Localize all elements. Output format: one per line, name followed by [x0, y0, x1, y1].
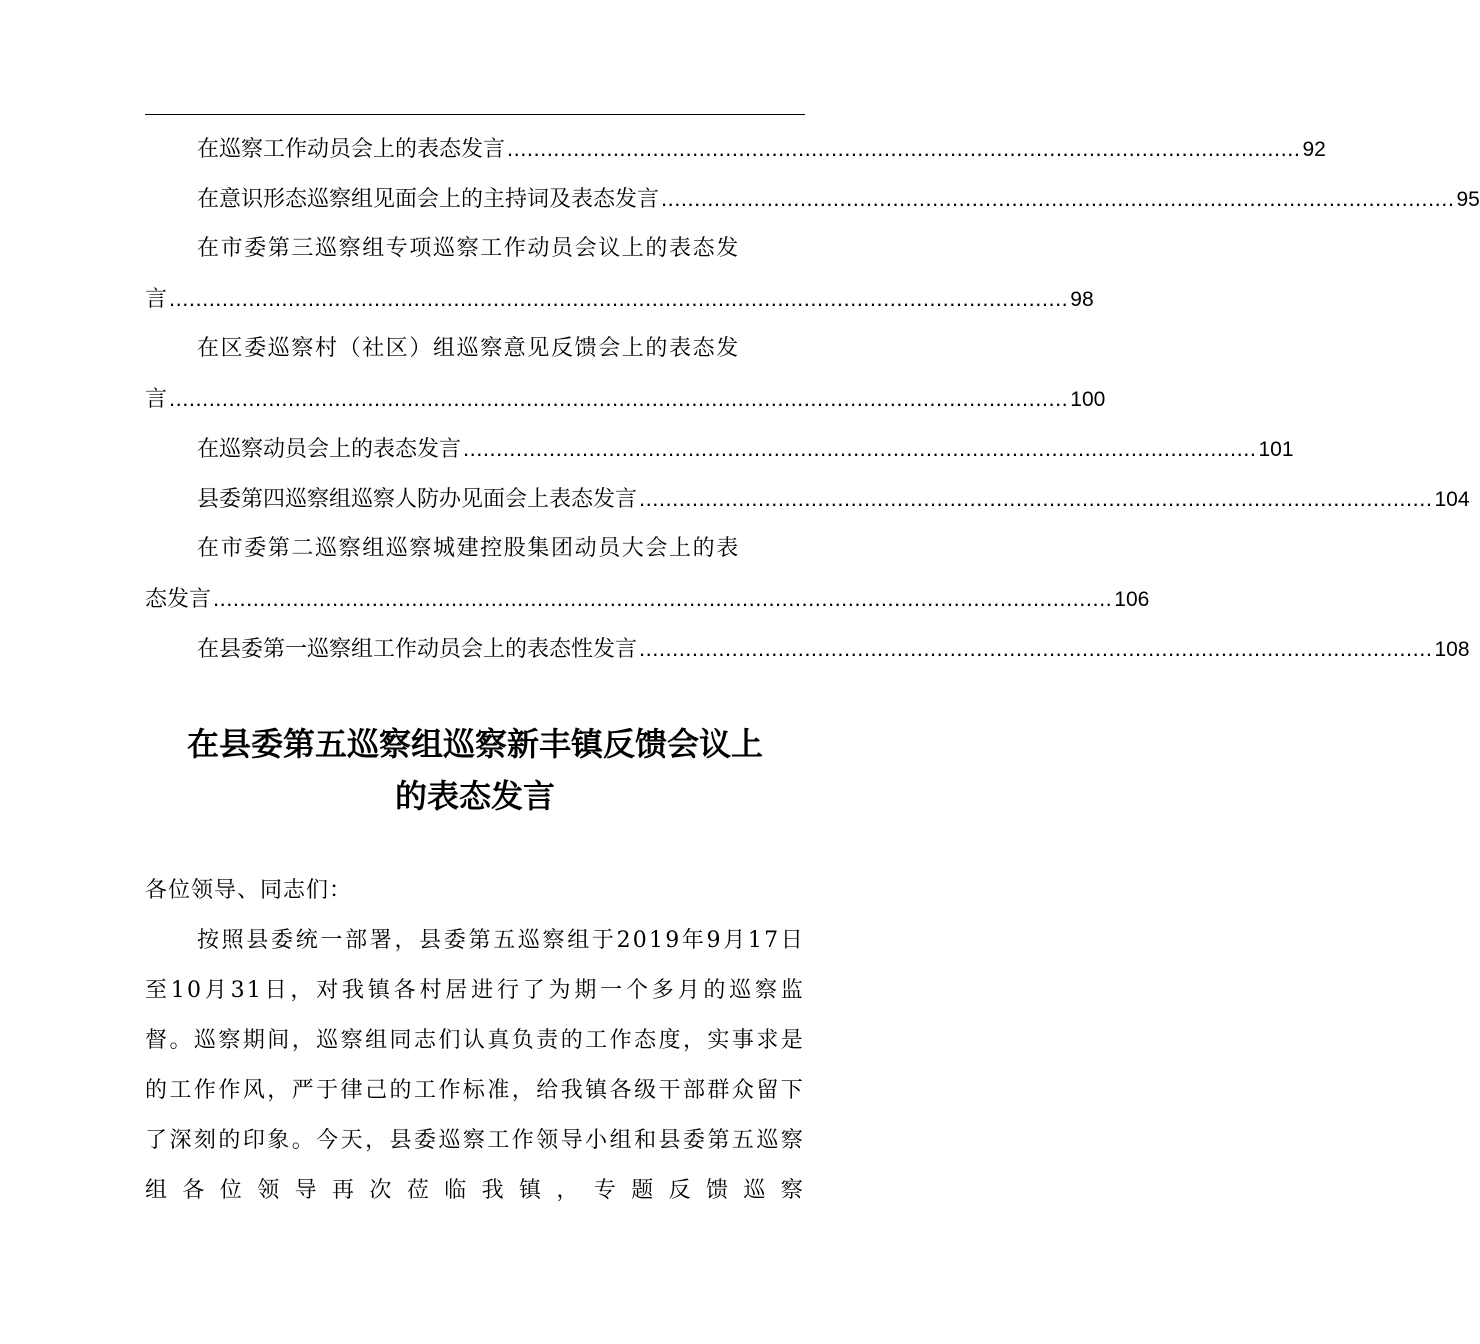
- table-of-contents: [145, 124, 1480, 674]
- toc-entry-title: 在市委第二巡察组巡察城建控股集团动员大会上的表: [197, 536, 740, 561]
- article-body: [145, 866, 805, 1216]
- toc-leader-dots: ........................................................................................................................................: [213, 586, 1113, 611]
- toc-entry[interactable]: [145, 424, 1294, 474]
- toc-leader-dots: ........................................................................................................................: [639, 486, 1433, 511]
- toc-leader-dots: ........................................................................................................................: [463, 436, 1257, 461]
- toc-entry-title-continuation: 态发言: [145, 587, 212, 612]
- toc-leader-dots: ........................................................................................................................: [507, 136, 1301, 161]
- toc-page-number: 92: [1302, 138, 1326, 161]
- toc-page-number: 106: [1114, 588, 1150, 611]
- toc-leader-dots: ........................................................................................................................: [639, 636, 1433, 661]
- article-title-line-2: 的表态发言: [394, 777, 555, 815]
- toc-entry[interactable]: [145, 474, 1470, 524]
- toc-leader-dots: ........................................................................................................................: [661, 186, 1455, 211]
- article-title: [145, 718, 805, 822]
- toc-entry-title: 在巡察工作动员会上的表态发言: [197, 137, 506, 162]
- salutation: 各位领导、同志们：: [145, 878, 353, 903]
- toc-entry[interactable]: [145, 174, 1480, 224]
- toc-entry-title: 在市委第三巡察组专项巡察工作动员会议上的表态发: [197, 236, 740, 261]
- toc-entry-title: 在意识形态巡察组见面会上的主持词及表态发言: [197, 187, 660, 212]
- toc-entry[interactable]: [145, 324, 1106, 424]
- toc-page-number: 95: [1456, 188, 1480, 211]
- toc-entry-title-continuation: 言: [145, 387, 168, 412]
- toc-leader-dots: ........................................................................................................................................: [169, 286, 1069, 311]
- toc-entry-title: 在区委巡察村（社区）组巡察意见反馈会上的表态发: [197, 336, 740, 361]
- toc-entry[interactable]: [145, 124, 1326, 174]
- toc-entry-title: 在县委第一巡察组工作动员会上的表态性发言: [197, 637, 638, 662]
- toc-page-number: 108: [1434, 638, 1470, 661]
- toc-page-number: 101: [1258, 438, 1294, 461]
- body-paragraph: 按照县委统一部署，县委第五巡察组于2019年9月17日至10月31日，对我镇各村居进行了为期一个多月的巡察监督。巡察期间，巡察组同志们认真负责的工作态度，实事求是的工作作风，严于律己的工作标准，给我镇各级干部群众留下了深刻的印象。今天，县委巡察工作领导小组和县委第五巡察组各位领导再次莅临我镇，专题反馈巡察: [145, 928, 805, 1203]
- toc-entry[interactable]: [145, 624, 1470, 674]
- toc-entry-title: 在巡察动员会上的表态发言: [197, 437, 462, 462]
- toc-entry-title-continuation: 言: [145, 287, 168, 312]
- article-title-line-1: 在县委第五巡察组巡察新丰镇反馈会议上: [186, 725, 763, 763]
- toc-page-number: 100: [1070, 388, 1106, 411]
- toc-entry[interactable]: [145, 224, 1094, 324]
- toc-leader-dots: ........................................................................................................................................: [169, 386, 1069, 411]
- header-rule: [145, 114, 805, 115]
- toc-page-number: 98: [1070, 288, 1094, 311]
- toc-page-number: 104: [1434, 488, 1470, 511]
- toc-entry-title: 县委第四巡察组巡察人防办见面会上表态发言: [197, 487, 638, 512]
- toc-entry[interactable]: [145, 524, 1150, 624]
